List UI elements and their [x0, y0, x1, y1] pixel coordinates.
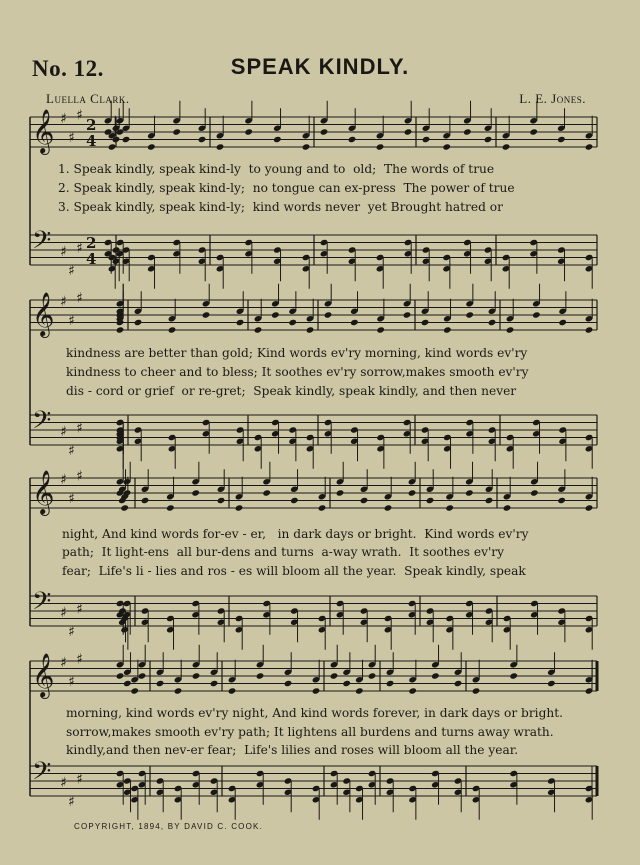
note-head — [288, 319, 297, 326]
note-head — [290, 497, 299, 504]
note-head — [191, 489, 200, 496]
sharp-icon: ♯ — [68, 793, 75, 810]
sharp-icon: ♯ — [60, 294, 67, 310]
note-head — [320, 128, 329, 135]
note-head — [216, 143, 225, 150]
time-signature-bottom: 4 — [86, 132, 97, 150]
sharp-icon: ♯ — [76, 420, 83, 437]
note-head — [284, 680, 293, 687]
note-head — [108, 143, 117, 150]
note-head — [147, 143, 156, 150]
note-head — [123, 680, 132, 687]
note-head — [355, 687, 364, 694]
note-head — [426, 497, 435, 504]
note-head — [502, 143, 511, 150]
note-head — [120, 504, 129, 511]
note-head — [122, 136, 131, 143]
note-head — [172, 128, 181, 135]
note-head — [465, 311, 474, 318]
sharp-icon: ♯ — [60, 775, 67, 791]
sharp-icon: ♯ — [68, 312, 75, 329]
sharp-icon: ♯ — [68, 442, 75, 459]
note-head — [376, 143, 385, 150]
treble-clef-icon: 𝄞 — [32, 653, 55, 697]
note-head — [324, 311, 333, 318]
note-head — [228, 687, 237, 694]
note-head — [454, 680, 463, 687]
sharp-icon: ♯ — [68, 262, 75, 279]
time-signature-top: 2 — [86, 234, 97, 252]
lyric-line: night, And kind words for-ev - er, in dark days or bright. Kind words ev'ry — [62, 527, 529, 541]
note-head — [529, 128, 538, 135]
note-head — [403, 311, 412, 318]
sharp-icon: ♯ — [76, 468, 83, 485]
sharp-icon: ♯ — [60, 472, 67, 488]
bass-clef-icon: 𝄢 — [32, 406, 52, 441]
note-head — [558, 319, 567, 326]
note-head — [408, 687, 417, 694]
note-head — [198, 136, 207, 143]
note-head — [134, 319, 143, 326]
note-head — [386, 680, 395, 687]
sharp-icon: ♯ — [76, 240, 83, 257]
treble-clef-icon: 𝄞 — [32, 470, 55, 514]
sharp-icon: ♯ — [76, 601, 83, 618]
note-head — [585, 326, 594, 333]
note-head — [174, 687, 183, 694]
note-head — [306, 326, 315, 333]
note-head — [116, 672, 125, 679]
note-head — [585, 143, 594, 150]
sharp-icon: ♯ — [60, 424, 67, 440]
lyric-line: morning, kind words ev'ry night, And kind words forever, in dark days or bright. — [66, 706, 563, 720]
lyric-line: dis - cord or grief or re-gret; Speak kindly, speak kindly, and then never — [66, 384, 517, 398]
note-head — [465, 489, 474, 496]
sharp-icon: ♯ — [76, 651, 83, 668]
note-head — [384, 504, 393, 511]
note-head — [273, 136, 282, 143]
hymn-number: No. 12. — [32, 56, 104, 81]
copyright-notice: COPYRIGHT, 1894, BY DAVID C. COOK. — [74, 822, 263, 831]
lyricist-credit: Luella Clark. — [46, 91, 130, 106]
note-head — [472, 687, 481, 694]
sharp-icon: ♯ — [76, 107, 83, 124]
sharp-icon: ♯ — [60, 111, 67, 127]
note-head — [557, 497, 566, 504]
note-head — [256, 672, 265, 679]
note-head — [330, 672, 339, 679]
lyric-line: fear; Life's li - lies and ros - es will bloom all the year. Speak kindly, speak — [62, 564, 526, 578]
note-head — [312, 687, 321, 694]
note-head — [202, 311, 211, 318]
lyric-line: path; It light-ens all bur-dens and turns a-way wrath. It soothes ev'ry — [62, 545, 505, 559]
note-head — [244, 128, 253, 135]
note-head — [342, 680, 351, 687]
note-head — [262, 489, 271, 496]
note-head — [509, 672, 518, 679]
time-signature-top: 2 — [86, 116, 97, 134]
note-head — [422, 136, 431, 143]
hymn-title: SPEAK KINDLY. — [230, 54, 410, 79]
bass-clef-icon: 𝄢 — [32, 757, 52, 792]
note-head — [156, 680, 165, 687]
sharp-icon: ♯ — [68, 623, 75, 640]
note-head — [532, 311, 541, 318]
note-head — [530, 489, 539, 496]
sharp-icon: ♯ — [68, 490, 75, 507]
note-head — [168, 326, 177, 333]
note-head — [485, 497, 494, 504]
note-head — [166, 504, 175, 511]
lyric-line: kindness are better than gold; Kind words ev'ry morning, kind words ev'ry — [66, 346, 528, 360]
sharp-icon: ♯ — [60, 655, 67, 671]
note-head — [350, 319, 359, 326]
note-head — [484, 136, 493, 143]
lyric-line: 2. Speak kindly, speak kind-ly; no tongue can ex-press The power of true — [58, 181, 515, 195]
note-head — [192, 672, 201, 679]
note-head — [503, 504, 512, 511]
note-head — [408, 489, 417, 496]
note-head — [421, 319, 430, 326]
sharp-icon: ♯ — [76, 290, 83, 307]
note-head — [235, 504, 244, 511]
note-head — [368, 672, 377, 679]
sharp-icon: ♯ — [60, 244, 67, 260]
lyric-line: sorrow,makes smooth ev'ry path; It lightens all burdens and turns away wrath. — [66, 725, 554, 739]
note-head — [348, 136, 357, 143]
note-head — [431, 672, 440, 679]
note-head — [557, 136, 566, 143]
note-head — [236, 319, 245, 326]
bass-clef-icon: 𝄢 — [32, 226, 52, 261]
note-head — [217, 497, 226, 504]
note-head — [443, 326, 452, 333]
sharp-icon: ♯ — [68, 673, 75, 690]
note-head — [271, 311, 280, 318]
composer-credit: L. E. Jones. — [519, 91, 586, 106]
note-head — [138, 672, 147, 679]
note-head — [488, 319, 497, 326]
note-head — [210, 680, 219, 687]
note-head — [254, 326, 263, 333]
lyric-line: kindness to cheer and to bless; It soothes ev'ry sorrow,makes smooth ev'ry — [66, 365, 529, 379]
note-head — [116, 326, 125, 333]
treble-clef-icon: 𝄞 — [32, 292, 55, 336]
note-head — [547, 680, 556, 687]
note-head — [360, 497, 369, 504]
sharp-icon: ♯ — [60, 605, 67, 621]
note-head — [445, 504, 454, 511]
note-head — [463, 128, 472, 135]
treble-clef-icon: 𝄞 — [32, 109, 55, 153]
lyric-line: 3. Speak kindly, speak kind-ly; kind words never yet Brought hatred or — [58, 200, 503, 214]
note-head — [141, 497, 150, 504]
note-head — [404, 128, 413, 135]
sharp-icon: ♯ — [68, 129, 75, 146]
note-head — [336, 489, 345, 496]
lyric-line: 1. Speak kindly, speak kind-ly to young and to old; The words of true — [58, 162, 495, 176]
note-head — [318, 504, 327, 511]
note-head — [585, 504, 594, 511]
note-head — [506, 326, 515, 333]
note-head — [302, 143, 311, 150]
lyric-line: kindly,and then nev-er fear; Life's lilies and roses will bloom all the year. — [66, 743, 519, 757]
note-head — [376, 326, 385, 333]
sharp-icon: ♯ — [76, 771, 83, 788]
note-head — [442, 143, 451, 150]
bass-clef-icon: 𝄢 — [32, 587, 52, 622]
time-signature-bottom: 4 — [86, 250, 97, 268]
note-head — [130, 687, 139, 694]
